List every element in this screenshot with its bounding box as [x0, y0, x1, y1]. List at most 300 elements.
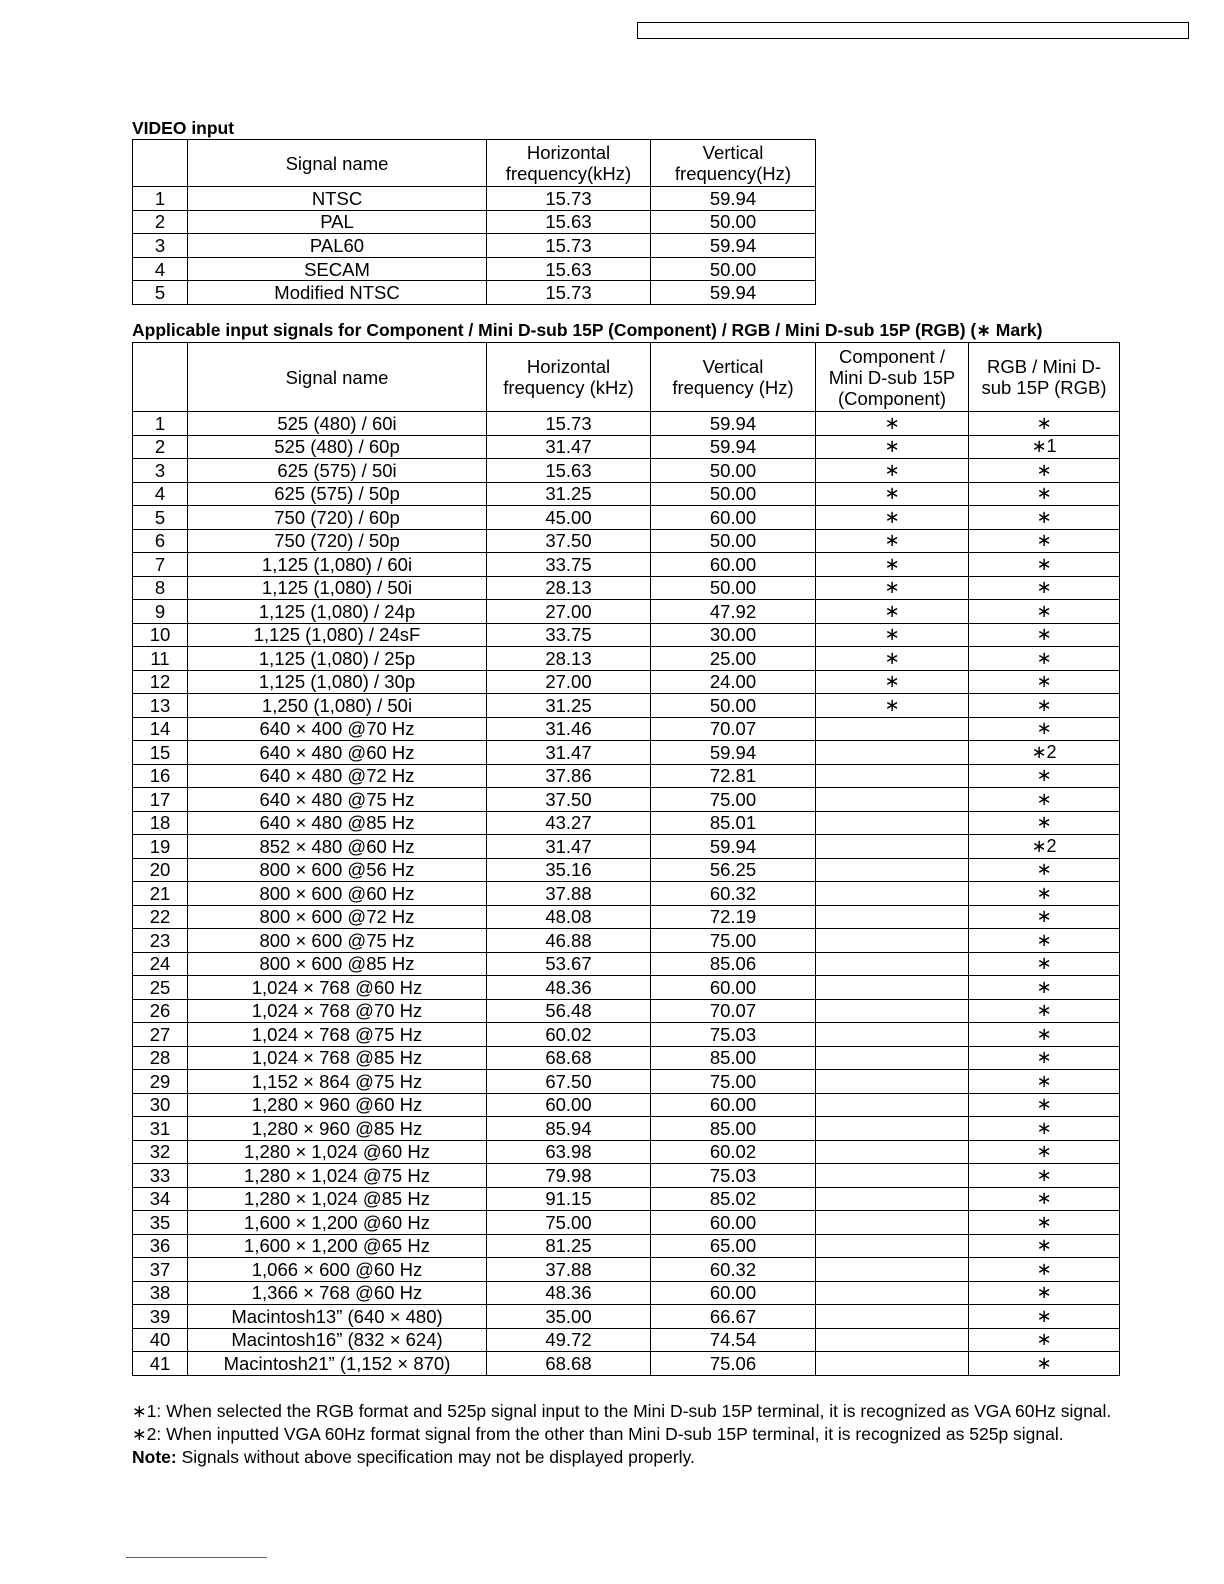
cell-h: 48.08 [487, 905, 651, 929]
cell-v: 60.00 [651, 1281, 816, 1305]
cell-rgb: ∗ [969, 1070, 1120, 1094]
cell-comp [816, 1187, 969, 1211]
table-row [133, 1117, 1120, 1141]
cell-no: 5 [133, 281, 188, 305]
cell-signal: 750 (720) / 50p [188, 529, 487, 553]
table-row [133, 694, 1120, 718]
note-line [132, 1446, 1132, 1469]
table-row [133, 1093, 1120, 1117]
cell-h: 33.75 [487, 553, 651, 577]
cell-rgb: ∗ [969, 882, 1120, 906]
cell-rgb: ∗ [969, 717, 1120, 741]
cell-comp [816, 741, 969, 765]
cell-rgb: ∗ [969, 459, 1120, 483]
col-header-component: Component / Mini D-sub 15P (Component) [816, 343, 969, 412]
cell-signal: 1,024 × 768 @70 Hz [188, 999, 487, 1023]
table-row [133, 576, 1120, 600]
cell-signal: 1,125 (1,080) / 24p [188, 600, 487, 624]
table-row [133, 788, 1120, 812]
table-row [133, 553, 1120, 577]
cell-comp [816, 1258, 969, 1282]
note-label: Note: [132, 1447, 177, 1467]
col-header-signal: Signal name [188, 140, 487, 187]
cell-h: 31.25 [487, 482, 651, 506]
cell-h: 68.68 [487, 1352, 651, 1376]
cell-h: 27.00 [487, 670, 651, 694]
cell-signal: NTSC [188, 187, 487, 211]
cell-comp [816, 1023, 969, 1047]
cell-no: 32 [133, 1140, 188, 1164]
table-row [133, 600, 1120, 624]
table-row [133, 999, 1120, 1023]
cell-h: 31.25 [487, 694, 651, 718]
cell-rgb: ∗ [969, 976, 1120, 1000]
footnote-2: ∗2: When inputted VGA 60Hz format signal from the other than Mini D-sub 15P terminal, it is recognized as 525p signal. [132, 1424, 1064, 1444]
cell-comp: ∗ [816, 576, 969, 600]
cell-h: 15.63 [487, 459, 651, 483]
cell-rgb: ∗ [969, 506, 1120, 530]
table-row [133, 764, 1120, 788]
cell-h: 35.16 [487, 858, 651, 882]
col-header-rgb: RGB / Mini D-sub 15P (RGB) [969, 343, 1120, 412]
cell-v: 50.00 [651, 459, 816, 483]
cell-signal: PAL [188, 210, 487, 234]
cell-h: 48.36 [487, 976, 651, 1000]
cell-rgb: ∗2 [969, 741, 1120, 765]
table-row [133, 623, 1120, 647]
cell-no: 5 [133, 506, 188, 530]
cell-v: 59.94 [651, 412, 816, 436]
cell-rgb: ∗ [969, 1328, 1120, 1352]
cell-signal: 800 × 600 @85 Hz [188, 952, 487, 976]
cell-h: 31.47 [487, 835, 651, 859]
table-row [133, 1070, 1120, 1094]
col-header-horizontal: Horizontal frequency (kHz) [487, 343, 651, 412]
cell-rgb: ∗ [969, 788, 1120, 812]
cell-no: 35 [133, 1211, 188, 1235]
cell-rgb: ∗ [969, 1234, 1120, 1258]
cell-comp [816, 952, 969, 976]
cell-h: 15.73 [487, 234, 651, 258]
cell-rgb: ∗ [969, 764, 1120, 788]
cell-signal: 1,024 × 768 @60 Hz [188, 976, 487, 1000]
cell-comp [816, 1281, 969, 1305]
cell-signal: Macintosh16” (832 × 624) [188, 1328, 487, 1352]
table-row [133, 1352, 1120, 1376]
cell-signal: Macintosh21” (1,152 × 870) [188, 1352, 487, 1376]
cell-v: 74.54 [651, 1328, 816, 1352]
cell-comp [816, 811, 969, 835]
cell-rgb: ∗ [969, 811, 1120, 835]
cell-signal: SECAM [188, 257, 487, 281]
cell-signal: 800 × 600 @72 Hz [188, 905, 487, 929]
cell-rgb: ∗ [969, 952, 1120, 976]
cell-h: 37.50 [487, 529, 651, 553]
cell-h: 43.27 [487, 811, 651, 835]
cell-signal: 625 (575) / 50i [188, 459, 487, 483]
cell-no: 39 [133, 1305, 188, 1329]
cell-rgb: ∗ [969, 623, 1120, 647]
cell-no: 17 [133, 788, 188, 812]
cell-v: 85.01 [651, 811, 816, 835]
cell-rgb: ∗ [969, 905, 1120, 929]
cell-v: 60.32 [651, 882, 816, 906]
cell-v: 85.06 [651, 952, 816, 976]
table-row [133, 257, 816, 281]
table-row [133, 1305, 1120, 1329]
footnotes [132, 1400, 1132, 1469]
cell-h: 15.73 [487, 281, 651, 305]
cell-h: 15.73 [487, 412, 651, 436]
cell-rgb: ∗ [969, 670, 1120, 694]
cell-v: 50.00 [651, 529, 816, 553]
cell-no: 19 [133, 835, 188, 859]
col-header-horizontal: Horizontal frequency(kHz) [487, 140, 651, 187]
cell-v: 59.94 [651, 835, 816, 859]
cell-no: 3 [133, 459, 188, 483]
cell-no: 3 [133, 234, 188, 258]
table-row [133, 905, 1120, 929]
table-row [133, 647, 1120, 671]
table-row [133, 1140, 1120, 1164]
cell-h: 67.50 [487, 1070, 651, 1094]
cell-no: 4 [133, 482, 188, 506]
table-row [133, 435, 1120, 459]
cell-v: 75.00 [651, 929, 816, 953]
col-header-vertical: Vertical frequency(Hz) [651, 140, 816, 187]
col-header-vertical: Vertical frequency (Hz) [651, 343, 816, 412]
cell-no: 34 [133, 1187, 188, 1211]
cell-no: 12 [133, 670, 188, 694]
cell-v: 85.00 [651, 1046, 816, 1070]
table-row [133, 929, 1120, 953]
cell-h: 37.88 [487, 1258, 651, 1282]
cell-v: 59.94 [651, 741, 816, 765]
cell-signal: 1,250 (1,080) / 50i [188, 694, 487, 718]
table-row [133, 811, 1120, 835]
cell-rgb: ∗ [969, 1093, 1120, 1117]
cell-v: 59.94 [651, 281, 816, 305]
cell-h: 85.94 [487, 1117, 651, 1141]
table-row [133, 187, 816, 211]
cell-signal: 1,600 × 1,200 @60 Hz [188, 1211, 487, 1235]
cell-v: 75.03 [651, 1164, 816, 1188]
cell-signal: 640 × 400 @70 Hz [188, 717, 487, 741]
cell-v: 50.00 [651, 576, 816, 600]
table-row [133, 952, 1120, 976]
table-row [133, 506, 1120, 530]
cell-signal: 1,125 (1,080) / 24sF [188, 623, 487, 647]
cell-rgb: ∗ [969, 1258, 1120, 1282]
cell-signal: 1,024 × 768 @75 Hz [188, 1023, 487, 1047]
cell-comp: ∗ [816, 553, 969, 577]
cell-h: 45.00 [487, 506, 651, 530]
cell-comp: ∗ [816, 529, 969, 553]
cell-h: 35.00 [487, 1305, 651, 1329]
cell-v: 66.67 [651, 1305, 816, 1329]
cell-signal: 1,024 × 768 @85 Hz [188, 1046, 487, 1070]
cell-comp [816, 905, 969, 929]
applicable-signals-title: Applicable input signals for Component / Mini D-sub 15P (Component) / RGB / Mini D-sub 15P (RGB) (∗ Mark) [132, 320, 1043, 340]
table-row [133, 882, 1120, 906]
cell-v: 59.94 [651, 234, 816, 258]
cell-v: 85.00 [651, 1117, 816, 1141]
cell-v: 75.00 [651, 1070, 816, 1094]
cell-comp [816, 764, 969, 788]
cell-v: 70.07 [651, 999, 816, 1023]
cell-no: 29 [133, 1070, 188, 1094]
cell-signal: Macintosh13” (640 × 480) [188, 1305, 487, 1329]
cell-comp [816, 1328, 969, 1352]
cell-no: 22 [133, 905, 188, 929]
table-row [133, 1328, 1120, 1352]
cell-rgb: ∗ [969, 999, 1120, 1023]
cell-no: 1 [133, 187, 188, 211]
table-row [133, 412, 1120, 436]
cell-signal: PAL60 [188, 234, 487, 258]
cell-h: 46.88 [487, 929, 651, 953]
cell-no: 24 [133, 952, 188, 976]
table-row [133, 210, 816, 234]
cell-rgb: ∗ [969, 1140, 1120, 1164]
cell-no: 11 [133, 647, 188, 671]
cell-rgb: ∗ [969, 553, 1120, 577]
cell-v: 65.00 [651, 1234, 816, 1258]
cell-h: 48.36 [487, 1281, 651, 1305]
cell-comp: ∗ [816, 670, 969, 694]
table-header-row [133, 140, 816, 187]
cell-signal: 640 × 480 @75 Hz [188, 788, 487, 812]
cell-rgb: ∗ [969, 1046, 1120, 1070]
cell-rgb: ∗ [969, 600, 1120, 624]
cell-no: 6 [133, 529, 188, 553]
cell-signal: 1,125 (1,080) / 50i [188, 576, 487, 600]
cell-no: 7 [133, 553, 188, 577]
cell-no: 26 [133, 999, 188, 1023]
cell-h: 15.63 [487, 210, 651, 234]
cell-comp: ∗ [816, 600, 969, 624]
table-row [133, 281, 816, 305]
cell-no: 13 [133, 694, 188, 718]
cell-rgb: ∗ [969, 482, 1120, 506]
cell-no: 38 [133, 1281, 188, 1305]
cell-h: 56.48 [487, 999, 651, 1023]
cell-v: 72.19 [651, 905, 816, 929]
table-row [133, 670, 1120, 694]
bottom-rule [126, 1557, 267, 1558]
table-row [133, 1164, 1120, 1188]
cell-h: 63.98 [487, 1140, 651, 1164]
cell-h: 28.13 [487, 647, 651, 671]
cell-signal: 640 × 480 @85 Hz [188, 811, 487, 835]
table-row [133, 1023, 1120, 1047]
cell-comp: ∗ [816, 412, 969, 436]
cell-v: 60.00 [651, 506, 816, 530]
cell-h: 91.15 [487, 1187, 651, 1211]
cell-signal: 1,600 × 1,200 @65 Hz [188, 1234, 487, 1258]
cell-rgb: ∗2 [969, 835, 1120, 859]
cell-v: 59.94 [651, 435, 816, 459]
cell-signal: 1,280 × 1,024 @85 Hz [188, 1187, 487, 1211]
table-row [133, 1258, 1120, 1282]
cell-rgb: ∗ [969, 1117, 1120, 1141]
table-row [133, 1187, 1120, 1211]
cell-h: 15.73 [487, 187, 651, 211]
cell-comp [816, 835, 969, 859]
cell-comp [816, 929, 969, 953]
table-row [133, 1211, 1120, 1235]
cell-comp [816, 1234, 969, 1258]
cell-h: 31.47 [487, 741, 651, 765]
cell-no: 1 [133, 412, 188, 436]
cell-no: 18 [133, 811, 188, 835]
cell-no: 33 [133, 1164, 188, 1188]
cell-rgb: ∗ [969, 1164, 1120, 1188]
cell-signal: 1,125 (1,080) / 60i [188, 553, 487, 577]
cell-no: 37 [133, 1258, 188, 1282]
cell-no: 25 [133, 976, 188, 1000]
cell-v: 75.06 [651, 1352, 816, 1376]
cell-v: 60.00 [651, 1211, 816, 1235]
table-row [133, 482, 1120, 506]
cell-signal: 525 (480) / 60p [188, 435, 487, 459]
cell-no: 10 [133, 623, 188, 647]
cell-no: 41 [133, 1352, 188, 1376]
cell-v: 75.00 [651, 788, 816, 812]
cell-no: 31 [133, 1117, 188, 1141]
cell-v: 47.92 [651, 600, 816, 624]
table-header-row [133, 343, 1120, 412]
cell-no: 20 [133, 858, 188, 882]
cell-rgb: ∗ [969, 1305, 1120, 1329]
cell-signal: 1,125 (1,080) / 30p [188, 670, 487, 694]
cell-h: 15.63 [487, 257, 651, 281]
cell-comp: ∗ [816, 647, 969, 671]
cell-comp [816, 717, 969, 741]
cell-signal: 1,280 × 1,024 @60 Hz [188, 1140, 487, 1164]
cell-h: 37.50 [487, 788, 651, 812]
cell-v: 24.00 [651, 670, 816, 694]
cell-h: 33.75 [487, 623, 651, 647]
cell-no: 16 [133, 764, 188, 788]
cell-comp: ∗ [816, 506, 969, 530]
cell-v: 60.32 [651, 1258, 816, 1282]
cell-h: 53.67 [487, 952, 651, 976]
cell-v: 72.81 [651, 764, 816, 788]
cell-signal: 800 × 600 @60 Hz [188, 882, 487, 906]
cell-comp: ∗ [816, 459, 969, 483]
table-row [133, 835, 1120, 859]
cell-comp [816, 1070, 969, 1094]
cell-signal: 525 (480) / 60i [188, 412, 487, 436]
cell-h: 60.02 [487, 1023, 651, 1047]
cell-h: 31.46 [487, 717, 651, 741]
cell-rgb: ∗ [969, 529, 1120, 553]
col-header-signal: Signal name [188, 343, 487, 412]
cell-h: 31.47 [487, 435, 651, 459]
cell-v: 25.00 [651, 647, 816, 671]
cell-comp [816, 976, 969, 1000]
cell-no: 2 [133, 210, 188, 234]
cell-h: 37.88 [487, 882, 651, 906]
cell-rgb: ∗ [969, 858, 1120, 882]
cell-signal: 750 (720) / 60p [188, 506, 487, 530]
cell-no: 30 [133, 1093, 188, 1117]
table-row [133, 976, 1120, 1000]
cell-signal: 1,366 × 768 @60 Hz [188, 1281, 487, 1305]
cell-h: 27.00 [487, 600, 651, 624]
cell-h: 75.00 [487, 1211, 651, 1235]
cell-signal: 1,280 × 960 @85 Hz [188, 1117, 487, 1141]
cell-v: 75.03 [651, 1023, 816, 1047]
cell-h: 28.13 [487, 576, 651, 600]
cell-v: 70.07 [651, 717, 816, 741]
cell-rgb: ∗ [969, 1023, 1120, 1047]
cell-rgb: ∗ [969, 576, 1120, 600]
cell-signal: 1,066 × 600 @60 Hz [188, 1258, 487, 1282]
cell-no: 28 [133, 1046, 188, 1070]
col-header-no [133, 140, 188, 187]
cell-h: 81.25 [487, 1234, 651, 1258]
cell-rgb: ∗ [969, 1211, 1120, 1235]
cell-v: 59.94 [651, 187, 816, 211]
cell-v: 85.02 [651, 1187, 816, 1211]
cell-rgb: ∗ [969, 1187, 1120, 1211]
cell-comp [816, 1093, 969, 1117]
cell-v: 50.00 [651, 482, 816, 506]
cell-no: 8 [133, 576, 188, 600]
cell-v: 56.25 [651, 858, 816, 882]
cell-signal: 1,280 × 960 @60 Hz [188, 1093, 487, 1117]
video-input-title: VIDEO input [132, 118, 235, 138]
cell-no: 9 [133, 600, 188, 624]
table-row [133, 459, 1120, 483]
cell-no: 23 [133, 929, 188, 953]
table-row [133, 1234, 1120, 1258]
cell-signal: 852 × 480 @60 Hz [188, 835, 487, 859]
cell-comp [816, 882, 969, 906]
cell-signal: 800 × 600 @56 Hz [188, 858, 487, 882]
cell-rgb: ∗ [969, 1352, 1120, 1376]
cell-v: 60.02 [651, 1140, 816, 1164]
page-header-box [637, 22, 1189, 39]
cell-signal: 800 × 600 @75 Hz [188, 929, 487, 953]
cell-no: 27 [133, 1023, 188, 1047]
cell-v: 60.00 [651, 976, 816, 1000]
cell-signal: 640 × 480 @72 Hz [188, 764, 487, 788]
table-row [133, 529, 1120, 553]
cell-no: 15 [133, 741, 188, 765]
cell-no: 14 [133, 717, 188, 741]
footnote-1: ∗1: When selected the RGB format and 525p signal input to the Mini D-sub 15P terminal, it is recognized as VGA 60Hz signal. [132, 1401, 1112, 1421]
cell-no: 36 [133, 1234, 188, 1258]
cell-no: 4 [133, 257, 188, 281]
cell-rgb: ∗ [969, 412, 1120, 436]
cell-no: 21 [133, 882, 188, 906]
col-header-no [133, 343, 188, 412]
cell-comp [816, 858, 969, 882]
cell-signal: 1,125 (1,080) / 25p [188, 647, 487, 671]
cell-comp [816, 1046, 969, 1070]
cell-comp: ∗ [816, 694, 969, 718]
table-row [133, 1281, 1120, 1305]
cell-rgb: ∗1 [969, 435, 1120, 459]
video-input-table [132, 139, 816, 305]
cell-h: 37.86 [487, 764, 651, 788]
cell-comp [816, 999, 969, 1023]
cell-v: 50.00 [651, 257, 816, 281]
table-row [133, 858, 1120, 882]
